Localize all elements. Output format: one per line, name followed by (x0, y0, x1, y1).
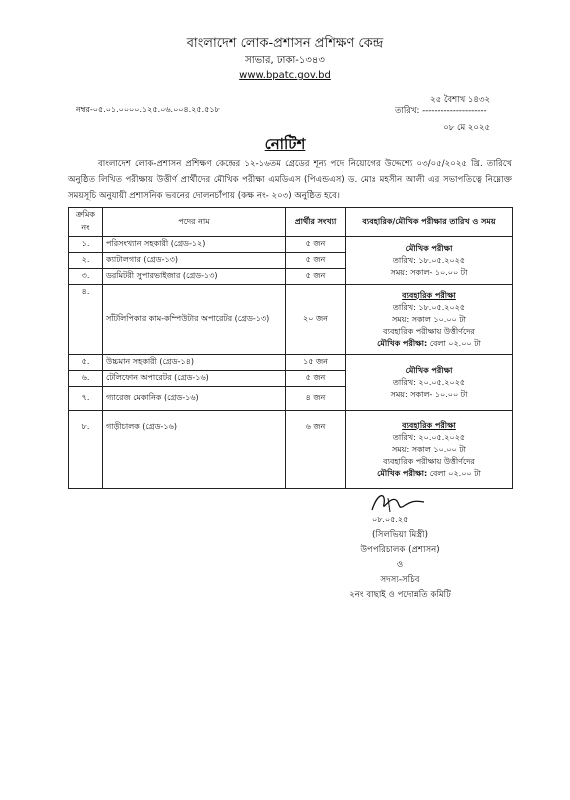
row-post: গাড়ীচালক (গ্রেড-১৬) (103, 411, 286, 489)
row-serial: ২. (69, 253, 103, 269)
signer-block (300, 528, 500, 603)
signer-name: (সিলভিয়া মিস্ত্রী) (372, 530, 428, 540)
row-serial: ৭. (69, 387, 103, 411)
exam-time: সময়: সকাল ১০.০০ টা (392, 314, 466, 324)
header-post: পদের নাম (103, 208, 286, 237)
row-post: ক্যাটালগার (গ্রেড-১৩) (103, 253, 286, 269)
exam-date: তারিখ: ১৮.০৫.২০২৫ (392, 302, 466, 312)
date-bangla: ২৫ বৈশাখ ১৪৩২ (430, 95, 490, 105)
exam-group-3 (346, 355, 513, 411)
row-post: সাঁটলিপিকার কাম-কম্পিউটার অপারেটর (গ্রেড-১৩) (103, 285, 286, 355)
row-count: ৫ জন (286, 253, 346, 269)
viva-label: মৌখিক পরীক্ষা: (377, 468, 428, 478)
viva-label: মৌখিক পরীক্ষা: (377, 338, 428, 348)
exam-date: তারিখ: ২০.০৫.২০২৫ (392, 432, 466, 442)
row-serial: ৫. (69, 355, 103, 371)
row-count: ৪ জন (286, 387, 346, 411)
signer-role: সদস্য-সচিব (380, 575, 420, 585)
row-serial: ১. (69, 237, 103, 253)
exam-time: সময়: সকাল ১০.০০ টা (392, 444, 466, 454)
notice-title (0, 133, 570, 158)
signer-committee: ২নং বাছাই ও পদোন্নতি কমিটি (349, 590, 451, 600)
notice-title-text: নোটিশ (264, 135, 306, 153)
row-post: পরিসংখ্যান সহকারী (গ্রেড-১২) (103, 237, 286, 253)
exam-type: মৌখিক পরীক্ষা (405, 365, 453, 375)
table-row (69, 355, 513, 371)
table-header-row (69, 208, 513, 237)
exam-type: ব্যবহারিক পরীক্ষা (402, 420, 456, 430)
header-exam: ব্যবহারিক/মৌখিক পরীক্ষার তারিখ ও সময় (346, 208, 513, 237)
exam-group-1 (346, 237, 513, 285)
signer-designation: উপপরিচালক (প্রশাসন) (360, 545, 440, 555)
website-link[interactable] (0, 70, 570, 81)
exam-date: তারিখ: ১৮.০৫.২০২৫ (392, 255, 466, 265)
date-english: ০৮ মে ২০২৫ (443, 123, 490, 133)
table-row (69, 285, 513, 355)
row-count: ২০ জন (286, 285, 346, 355)
table-row (69, 411, 513, 489)
table-row (69, 237, 513, 253)
row-count: ৫ জন (286, 237, 346, 253)
row-serial: ৩. (69, 269, 103, 285)
exam-time: সময়: সকাল- ১০.০০ টা (390, 267, 468, 277)
row-count: ৬ জন (286, 411, 346, 489)
exam-note: ব্যবহারিক পরীক্ষায় উত্তীর্ণদের (383, 326, 475, 336)
notice-intro: বাংলাদেশ লোক-প্রশাসন প্রশিক্ষণ কেন্দ্রের ১২-১৬তম গ্রেডের শূন্য পদে নিয়োগের উদ্দেশ্যে ০৩/০৫/২০২৫ খ্রি. তারিখে অনুষ্ঠিত লিখিত পরীক্ষায় উত্তীর্ণ প্রার্থীদের মৌখিক পরীক্ষা এমডিএস (পিএন্ডএস) ড. মোঃ মহসীন আলী এর সভাপতিত্বে নিম্নোক্ত সময়সূচি অনুযায়ী প্রশাসনিক ভবনের দোলনচাঁপায় (কক্ষ নং- ২০৩) অনুষ্ঠিত হবে। (68, 159, 512, 201)
website-text[interactable]: www.bpatc.gov.bd (239, 70, 331, 81)
signer-and: ও (396, 560, 404, 570)
memo-number: নম্বর-০৫.০১.০০০০.১২৫.০৬.০০৪.২৫.৫১৮ (76, 105, 220, 114)
exam-group-2 (346, 285, 513, 355)
schedule-table (68, 207, 513, 489)
row-post: টেলিফোন অপারেটর (গ্রেড-১৬) (103, 371, 286, 387)
row-serial: ৪. (69, 285, 103, 355)
exam-type: মৌখিক পরীক্ষা (405, 243, 453, 253)
exam-time: সময়: সকাল- ১০.০০ টা (390, 389, 468, 399)
viva-time: বেলা ০২.০০ টা (429, 338, 481, 348)
row-count: ৫ জন (286, 269, 346, 285)
row-count: ১৫ জন (286, 355, 346, 371)
date-label: তারিখ: --------------------- (395, 106, 487, 116)
header-serial: ক্রমিক নং (69, 208, 103, 237)
viva-line (349, 338, 509, 350)
row-serial: ৬. (69, 371, 103, 387)
exam-date: তারিখ: ২০.০৫.২০২৫ (392, 377, 466, 387)
signature-date: ০৮.০৫.২৫ (372, 515, 409, 524)
row-post: গ্যারেজ মেকানিক (গ্রেড-১৬) (103, 387, 286, 411)
exam-group-4 (346, 411, 513, 489)
organization-address: সাভার, ঢাকা-১৩৪৩ (245, 55, 325, 66)
row-post: ডরমিটরী সুপারভাইজার (গ্রেড-১৩) (103, 269, 286, 285)
organization-name: বাংলাদেশ লোক-প্রশাসন প্রশিক্ষণ কেন্দ্র (186, 36, 384, 51)
row-serial: ৮. (69, 411, 103, 489)
row-post: উচ্চমান সহকারী (গ্রেড-১৪) (103, 355, 286, 371)
signature-mark (368, 490, 428, 516)
row-count: ৫ জন (286, 371, 346, 387)
viva-time: বেলা ০২.০০ টা (429, 468, 481, 478)
exam-type: ব্যবহারিক পরীক্ষা (402, 290, 456, 300)
exam-note: ব্যবহারিক পরীক্ষায় উত্তীর্ণদের (383, 456, 475, 466)
viva-line (349, 468, 509, 480)
header-count: প্রার্থীর সংখ্যা (286, 208, 346, 237)
